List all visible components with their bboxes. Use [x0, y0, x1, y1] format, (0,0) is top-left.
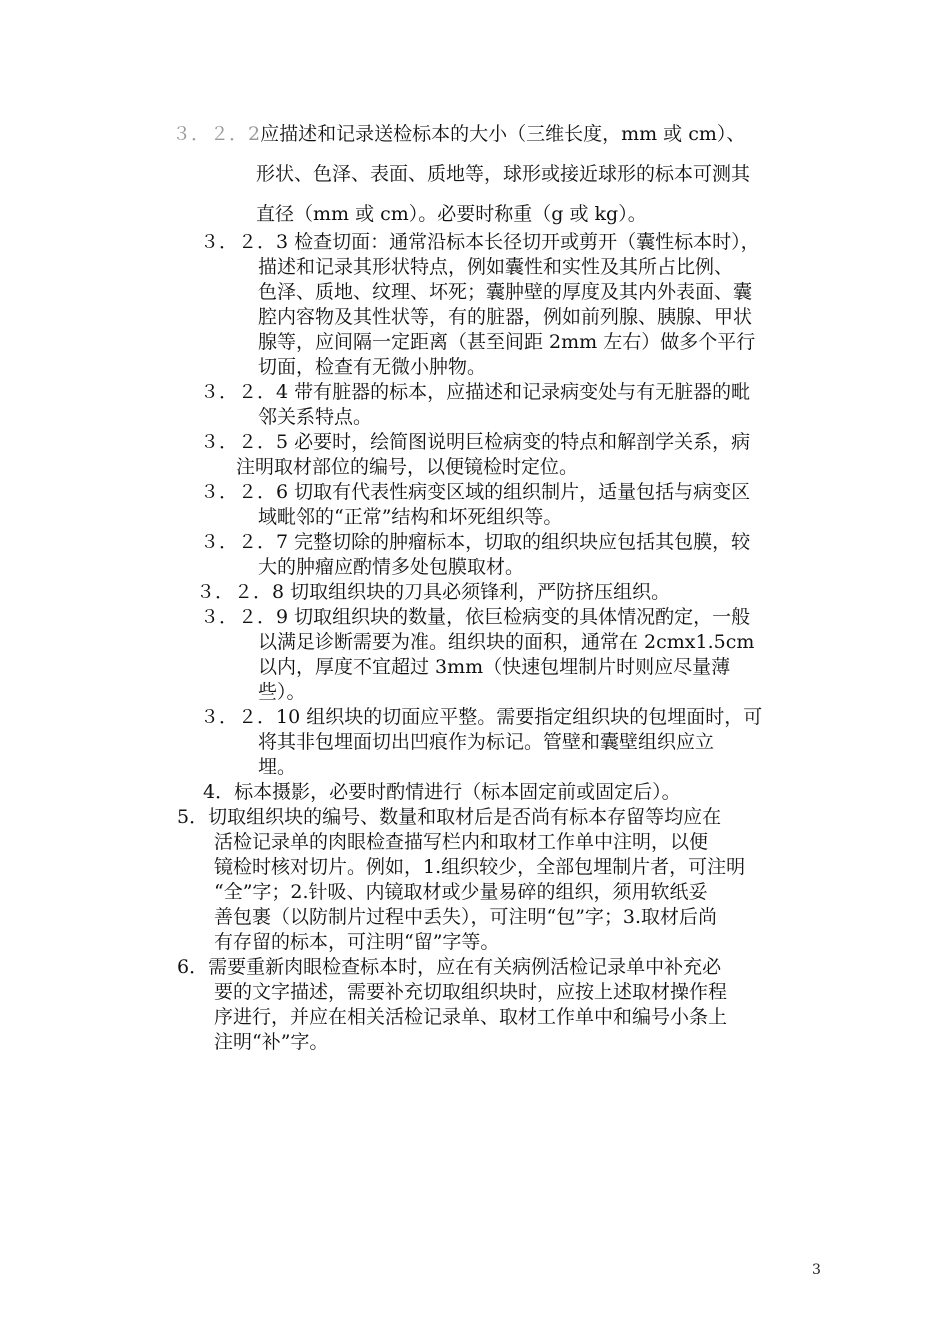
section-3-2-6-line: 域毗邻的“正常”结构和坏死组织等。: [258, 506, 563, 528]
section-3-2-2-line: 直径（mm 或 cm）。必要时称重（g 或 kg）。: [256, 203, 647, 225]
section-3-2-2-number: ３．２．2: [172, 123, 261, 145]
section-3-2-3-line: 色泽、质地、纹理、坏死；囊肿壁的厚度及其内外表面、囊: [258, 281, 753, 303]
section-6-line: 序进行，并应在相关活检记录单、取材工作单中和编号小条上: [214, 1006, 728, 1028]
section-3-2-9: [200, 605, 754, 705]
section-3-2-3-line: 切面，检查有无微小肿物。: [258, 356, 487, 378]
section-6: [177, 955, 727, 1055]
section-5-line: “全”字；2.针吸、内镜取材或少量易碎的组织，须用软纸妥: [214, 881, 708, 903]
section-3-2-10-line: ３．２．10 组织块的切面应平整。需要指定组织块的包埋面时，可: [200, 706, 763, 728]
section-3-2-3-line: 描述和记录其形状特点，例如囊性和实性及其所占比例、: [258, 256, 734, 278]
section-3-2-3-line: 腺等，应间隔一定距离（甚至间距 2mm 左右）做多个平行: [258, 331, 756, 353]
section-5-line: 有存留的标本，可注明“留”字等。: [214, 931, 500, 953]
section-3-2-9-line: 以满足诊断需要为准。组织块的面积，通常在 2cmx1.5cm: [258, 631, 755, 653]
section-5-line: 5．切取组织块的编号、数量和取材后是否尚有标本存留等均应在: [177, 806, 722, 828]
section-3-2-10-line: 将其非包埋面切出凹痕作为标记。管壁和囊壁组织应立: [258, 731, 715, 753]
section-3-2-8: [196, 580, 670, 605]
section-3-2-3-line: ３．２．3 检查切面：通常沿标本长径切开或剪开（囊性标本时），: [200, 231, 760, 253]
section-6-line: 要的文字描述，需要补充切取组织块时，应按上述取材操作程: [214, 981, 728, 1003]
section-6-line: 注明“补”字。: [214, 1031, 329, 1053]
section-5: [177, 805, 745, 955]
section-3-2-7-line: ３．２．7 完整切除的肿瘤标本，切取的组织块应包括其包膜，较: [200, 531, 751, 553]
section-5-line: 活检记录单的肉眼检查描写栏内和取材工作单中注明，以便: [214, 831, 709, 853]
section-3-2-3-line: 腔内容物及其性状等，有的脏器，例如前列腺、胰腺、甲状: [258, 306, 753, 328]
section-3-2-9-line: ３．２．9 切取组织块的数量，依巨检病变的具体情况酌定，一般: [200, 606, 751, 628]
section-3-2-5-line: 注明取材部位的编号，以便镜检时定位。: [236, 456, 579, 478]
section-6-line: 6．需要重新肉眼检查标本时，应在有关病例活检记录单中补充必: [177, 956, 722, 978]
section-3-2-3: [200, 230, 760, 380]
section-3-2-4-line: ３．２．4 带有脏器的标本，应描述和记录病变处与有无脏器的毗: [200, 381, 751, 403]
section-4-line: 4．标本摄影，必要时酌情进行（标本固定前或固定后）。: [203, 781, 681, 803]
section-3-2-9-line: 些）。: [258, 681, 306, 703]
section-3-2-2: [172, 114, 750, 234]
section-3-2-6-line: ３．２．6 切取有代表性病变区域的组织制片，适量包括与病变区: [200, 481, 751, 503]
section-3-2-5-line: ３．２．5 必要时，绘简图说明巨检病变的特点和解剖学关系，病: [200, 431, 751, 453]
section-5-line: 镜检时核对切片。例如，1.组织较少，全部包埋制片者，可注明: [214, 856, 746, 878]
section-3-2-9-line: 以内，厚度不宜超过 3mm（快速包埋制片时则应尽量薄: [258, 656, 731, 678]
section-3-2-7: [200, 530, 750, 580]
section-3-2-2-line: ３．２．2应描述和记录送检标本的大小（三维长度，mm 或 cm）、: [172, 123, 746, 145]
section-4: [203, 780, 681, 805]
section-3-2-6: [200, 480, 750, 530]
section-3-2-4-line: 邻关系特点。: [258, 406, 373, 428]
section-3-2-10-line: 埋。: [258, 756, 297, 778]
page-number: 3: [812, 1262, 821, 1278]
section-3-2-8-line: ３．２．8 切取组织块的刀具必须锋利，严防挤压组织。: [196, 581, 671, 603]
section-3-2-5: [200, 430, 750, 480]
section-3-2-7-line: 大的肿瘤应酌情多处包膜取材。: [258, 556, 525, 578]
section-3-2-10: [200, 705, 762, 780]
section-3-2-2-line: 形状、色泽、表面、质地等，球形或接近球形的标本可测其: [256, 163, 751, 185]
section-5-line: 善包裹（以防制片过程中丢失），可注明“包”字；3.取材后尚: [214, 906, 718, 928]
section-3-2-4: [200, 380, 750, 430]
